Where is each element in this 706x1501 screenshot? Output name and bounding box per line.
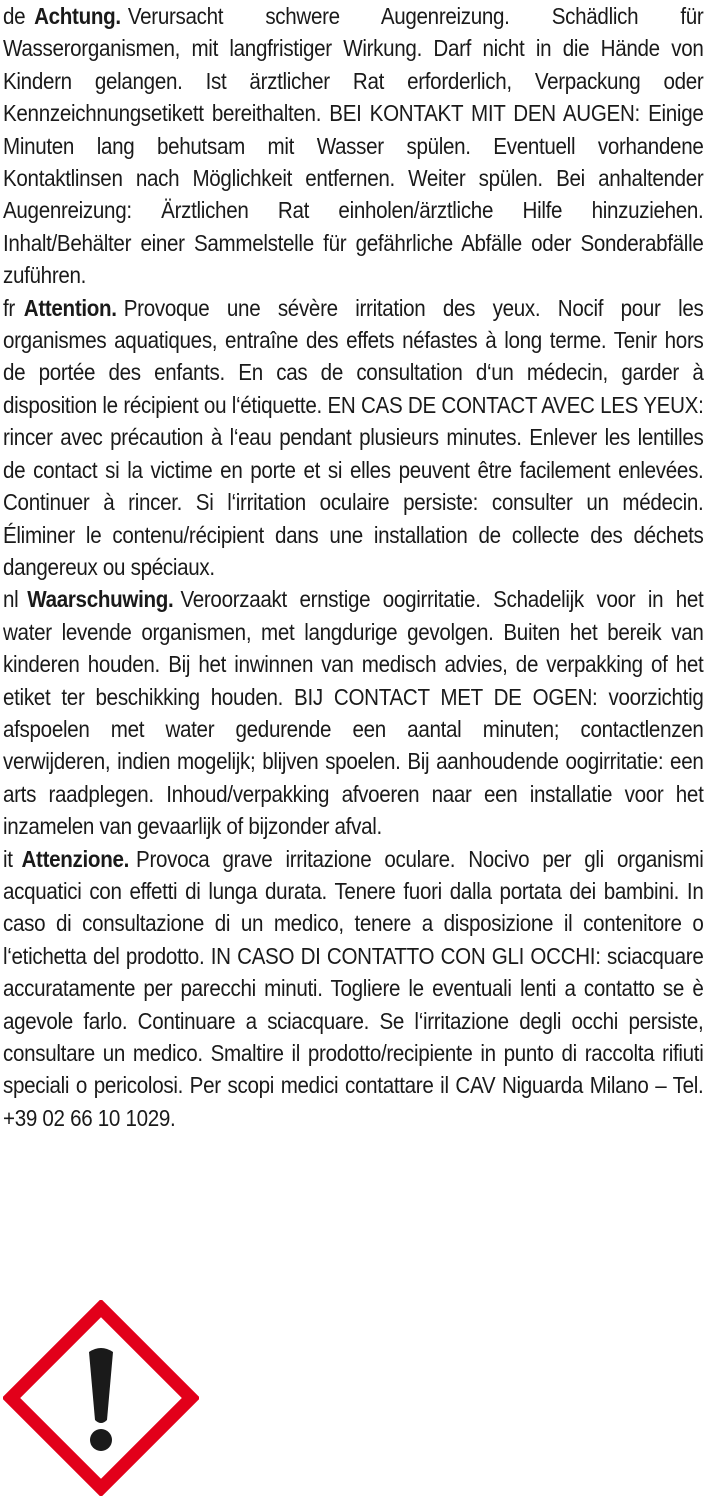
signal-word: Attention. (23, 294, 117, 321)
section-nl (3, 583, 703, 842)
language-code: fr (3, 294, 15, 321)
language-code: it (3, 845, 13, 872)
signal-word: Attenzione. (21, 845, 130, 872)
language-code: nl (3, 586, 19, 613)
hazard-text: Verursacht schwere Augenreizung. Schädlich für Wasserorganismen, mit langfristiger Wirkung. Darf nicht in die Hände von Kindern gelangen. Ist ärztlicher Rat erforderlich, Verpackung oder Kennzeichnungsetikett bereithalten. BEI KONTAKT MIT DEN AUGEN: Einige Minuten lang behutsam mit Wasser spülen. Eventuell vorhandene Kontaktlinsen nach Möglichkeit entfernen. Weiter spülen. Bei anhaltender Augenreizung: Ärztlichen Rat einholen/ärztliche Hilfe hinzuziehen. Inhalt/Behälter einer Sammelstelle für gefährliche Abfälle oder Sonderabfälle zuführen. (3, 3, 704, 289)
hazard-text: Provoca grave irritazione oculare. Nocivo per gli organismi acquatici con effetti di lunga durata. Tenere fuori dalla portata dei bambini. In caso di consultazione di un medico, tenere a disposizione il contenitore o l‘etichetta del prodotto. IN CASO DI CONTATTO CON GLI OCCHI: sciacquare accuratamente per parecchi minuti. Togliere le eventuali lenti a contatto se è agevole farlo. Continuare a sciacquare. Se l‘irritazione degli occhi persiste, consultare un medico. Smaltire il prodotto/recipiente in punto di raccolta rifiuti speciali o pericolosi. Per scopi medici contattare il CAV Niguarda Milano – Tel. +39 02 66 10 1029. (3, 845, 704, 1131)
signal-word: Achtung. (34, 3, 121, 29)
signal-word: Waarschuwing. (27, 586, 174, 613)
section-fr (3, 292, 703, 584)
language-code: de (3, 3, 26, 29)
hazard-statements (3, 0, 703, 1134)
hazard-text: Provoque une sévère irritation des yeux. Nocif pour les organismes aquatiques, entraîne des effets néfastes à long terme. Tenir hors de portée des enfants. En cas de consultation d‘un médecin, garder à disposition le récipient ou l‘étiquette. EN CAS DE CONTACT AVEC LES YEUX: rincer avec précaution à l‘eau pendant plusieurs minutes. Enlever les lentilles de contact si la victime en porte et si elles peuvent être facilement enlevées. Continuer à rincer. Si l‘irritation oculaire persiste: consulter un médecin. Éliminer le contenu/récipient dans une installation de collecte des déchets dangereux ou spéciaux. (3, 294, 704, 580)
ghs07-exclamation-mark-icon (3, 1300, 199, 1496)
hazard-text: Veroorzaakt ernstige oogirritatie. Schadelijk voor in het water levende organismen, met langdurige gevolgen. Buiten het bereik van kinderen houden. Bij het inwinnen van medisch advies, de verpakking of het etiket ter beschikking houden. BIJ CONTACT MET DE OGEN: voorzichtig afspoelen met water gedurende een aantal minuten; contactlenzen verwijderen, indien mogelijk; blijven spoelen. Bij aanhoudende oogirritatie: een arts raadplegen. Inhoud/verpakking afvoeren naar een installatie voor het inzamelen van gevaarlijk of bijzonder afval. (3, 586, 704, 840)
section-it (3, 843, 703, 1135)
section-de (3, 0, 703, 292)
